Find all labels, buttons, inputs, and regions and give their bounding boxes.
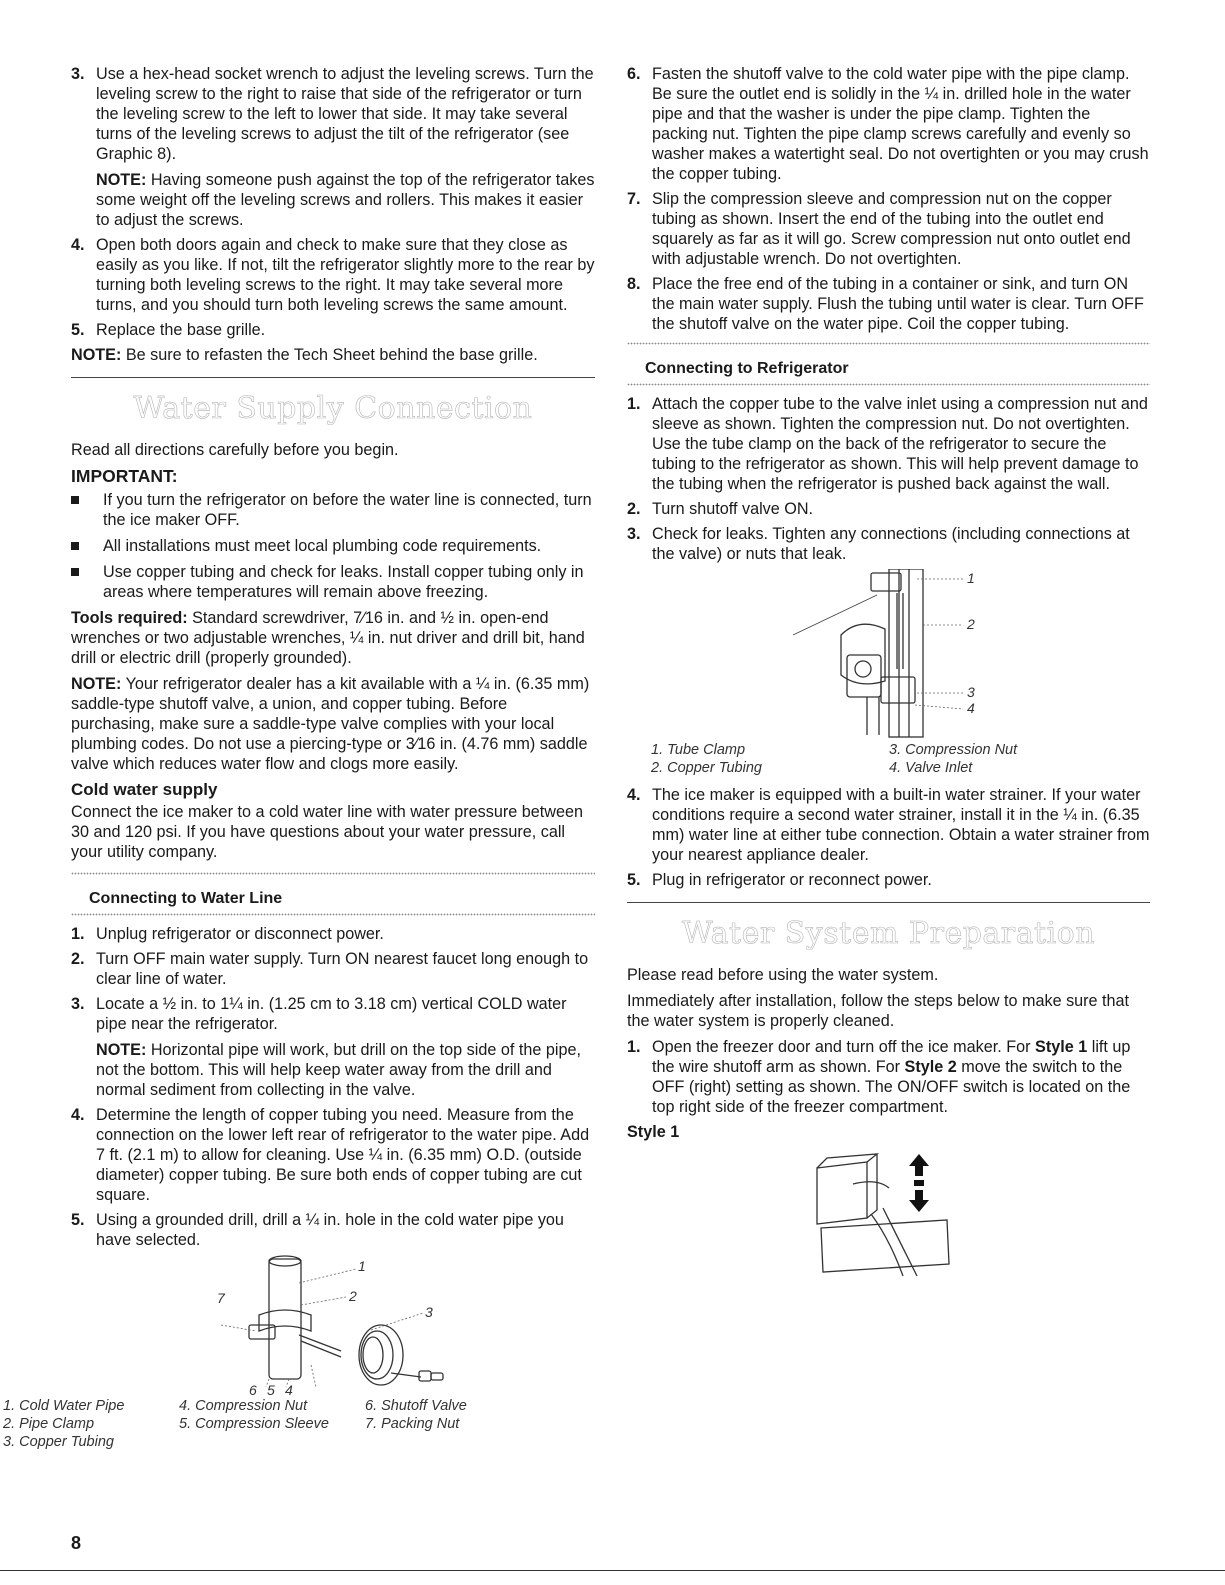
intro-text: Read all directions carefully before you begin. [71,441,399,459]
bullet-text: Use copper tubing and check for leaks. Install copper tubing only in areas where temperatures will remain above freezing. [103,563,584,601]
step-number: 5. [71,1211,85,1229]
step-number: 4. [627,786,641,804]
legend-item: 1. Tube Clamp [651,742,746,758]
section-title-water-supply: Water Supply Connection [133,391,533,426]
step-text: Locate a ½ in. to 1¼ in. (1.25 cm to 3.18 cm) vertical COLD water pipe near the refrigerator. [96,995,567,1033]
step [71,235,595,315]
step-text: Place the free end of the tubing in a container or sink, and turn ON the main water supply. Flush the tubing until water is clear. Turn OFF the shutoff valve on the water pipe. Coil the copper tubing. [652,275,1144,333]
dotted-divider [71,913,595,916]
bullet-text: All installations must meet local plumbing code requirements. [103,537,542,555]
section-title-water-system: Water System Preparation [681,916,1096,951]
step-number: 5. [71,321,85,339]
legend-item: 2. Copper Tubing [651,760,762,776]
step-number: 3. [627,525,641,543]
bullet-square-icon [71,536,103,556]
ice-maker-illustration [627,1148,1150,1278]
step-text: Turn OFF main water supply. Turn ON nearest faucet long enough to clear line of water. [96,950,589,988]
bullet-square-icon [71,490,103,530]
step [71,924,595,944]
legend-item: 3. Compression Nut [889,742,1018,758]
step-number: 6. [627,65,641,83]
important-heading: IMPORTANT: [71,466,178,486]
dotted-divider [627,383,1150,386]
step-text: Use a hex-head socket wrench to adjust the leveling screws. Turn the leveling screw to the right to raise that side of the refrigerator or turn the leveling screw to the left to lower that side. It may take several turns of the leveling screws to adjust the tilt of the refrigerator (see Graphic 8). [96,65,594,163]
tools-label: Tools required: [71,609,188,627]
bullet-item [71,562,595,602]
note-label: NOTE: [71,346,122,364]
callout-1: 1 [967,570,975,586]
step-number: 4. [71,236,85,254]
legend-item: 7. Packing Nut [365,1416,460,1432]
legend-item: 3. Copper Tubing [3,1434,114,1450]
step-text-part: move the switch to the OFF (right) setting as shown. The ON/OFF switch is located on the top right side of the freezer compartment. [652,1058,1131,1116]
prep-intro: Please read before using the water system. [627,966,939,984]
step [627,1037,1150,1117]
connecting-water-line-heading: Connecting to Water Line [89,890,283,907]
kit-note [71,674,595,774]
cold-water-text: Connect the ice maker to a cold water line with water pressure between 30 and 120 psi. If you have questions about your water pressure, call your utility company. [71,803,583,861]
dotted-divider [71,872,595,875]
step-text: Fasten the shutoff valve to the cold water pipe with the pipe clamp. Be sure the outlet end is solidly in the ¼ in. drilled hole in the water pipe and that the washer is under the pipe clamp. Tighten the packing nut. Tighten the pipe clamp screws carefully and evenly so washer makes a watertight seal. Do not overtighten or you may crush the copper tubing. [652,65,1149,183]
step [71,1210,595,1250]
right-column [627,64,1150,1278]
legend-item: 6. Shutoff Valve [365,1398,467,1414]
callout-5: 5 [267,1382,275,1397]
callout-3: 3 [967,684,975,700]
step [627,785,1150,865]
bullet-item [71,536,595,556]
step-number: 1. [71,925,85,943]
legend-item: 4. Compression Nut [179,1398,308,1414]
step-number: 2. [627,500,641,518]
step [627,524,1150,564]
step-text: Unplug refrigerator or disconnect power. [96,925,384,943]
step-text: The ice maker is equipped with a built-in water strainer. If your water conditions require a second water strainer, install it in the ¼ in. (6.35 mm) water line at either tube connection. Obtain a water strainer from your nearest appliance dealer. [652,786,1150,864]
step [71,1105,595,1205]
step [627,274,1150,334]
valve-inlet-illustration [627,569,1150,741]
left-column [3,64,595,1451]
step-number: 3. [71,65,85,83]
step-text-part: lift up the wire shutoff arm as shown. For [652,1038,1131,1076]
callout-6: 6 [249,1382,257,1397]
tools-required [71,608,595,668]
callout-3: 3 [425,1304,433,1320]
figure-legend [3,1397,533,1451]
bullet-item [71,490,595,530]
step [627,64,1150,184]
step [71,994,595,1100]
note-label: NOTE: [96,1041,147,1059]
page-bottom-rule [0,1570,1225,1571]
step-text: Attach the copper tube to the valve inlet using a compression nut and sleeve as shown. Tighten the compression nut. Do not overtighten. Use the tube clamp on the back of the refrigerator to secure the tubing to the refrigerator as shown. This will help prevent damage to the tubing when the refrigerator is pushed back against the wall. [652,395,1148,493]
section-divider [71,377,595,378]
page-number: 8 [71,1533,82,1553]
figure-legend [651,741,1150,777]
step-text [652,1037,1150,1117]
bullet-text: If you turn the refrigerator on before the water line is connected, turn the ice maker OFF. [103,491,592,529]
step [71,949,595,989]
step-text: Determine the length of copper tubing you need. Measure from the connection on the lower left rear of refrigerator to the water pipe. Add 7 ft. (2.1 m) to allow for cleaning. Use ¼ in. (6.35 mm) O.D. (outside diameter) copper tubing. Be sure both ends of copper tubing are cut square. [96,1106,590,1204]
note-label: NOTE: [96,171,147,189]
step-text: Slip the compression sleeve and compression nut on the copper tubing as shown. Insert the end of the tubing into the outlet end squarely as far as it will go. Screw compression nut onto outlet end with adjustable wrench. Do not overtighten. [652,190,1131,268]
tech-sheet-note [71,345,595,365]
style-heading: Style 1 [627,1123,680,1141]
step-text: Check for leaks. Tighten any connections (including connections at the valve) or nuts that leak. [652,525,1130,563]
legend-item: 1. Cold Water Pipe [3,1398,125,1414]
ice-maker-figure [627,1148,1150,1278]
step-number: 4. [71,1106,85,1124]
step-number: 1. [627,1038,641,1056]
step-text: Open both doors again and check to make sure that they close as easily as you like. If not, tilt the refrigerator slightly more to the rear by turning both leveling screws to the right. It may take several more turns, and you should turn both leveling screws the same amount. [96,236,595,314]
step-number: 2. [71,950,85,968]
legend-item: 5. Compression Sleeve [179,1416,329,1432]
step [71,64,595,230]
valve-inlet-figure [627,569,1150,741]
callout-2: 2 [349,1288,357,1304]
step-text: Plug in refrigerator or reconnect power. [652,871,932,889]
step-number: 7. [627,190,641,208]
legend-item: 2. Pipe Clamp [3,1416,95,1432]
section-divider [627,902,1150,903]
shutoff-valve-figure [71,1255,595,1397]
note-label: NOTE: [71,675,122,693]
step [627,499,1150,519]
legend-item: 4. Valve Inlet [889,760,973,776]
prep-text: Immediately after installation, follow the steps below to make sure that the water system is properly cleaned. [627,992,1130,1030]
step-number: 8. [627,275,641,293]
dotted-divider [627,342,1150,345]
callout-1: 1 [358,1258,366,1274]
step-number: 5. [627,871,641,889]
step [71,320,595,340]
callout-4: 4 [285,1382,293,1397]
note [96,170,595,230]
shutoff-valve-illustration [71,1255,595,1397]
callout-4: 4 [967,700,975,716]
step-number: 3. [71,995,85,1013]
note-text: Horizontal pipe will work, but drill on the top side of the pipe, not the bottom. This will help keep water away from the drill and normal sediment from collecting in the valve. [96,1041,581,1099]
step-text: Turn shutoff valve ON. [652,500,814,518]
step-text: Using a grounded drill, drill a ¼ in. hole in the cold water pipe you have selected. [96,1211,564,1249]
note [96,1040,595,1100]
style-2-label: Style 2 [904,1058,957,1076]
step [627,870,1150,890]
tools-text: Standard screwdriver, 7⁄16 in. and ½ in. open-end wrenches or two adjustable wrenches, ¼ in. nut driver and drill bit, hand drill or electric drill (properly grounded). [71,609,585,667]
step-number: 1. [627,395,641,413]
callout-7: 7 [217,1290,225,1306]
callout-2: 2 [967,616,975,632]
note-text: Be sure to refasten the Tech Sheet behind the base grille. [125,346,538,364]
bullet-square-icon [71,562,103,602]
connecting-refrigerator-heading: Connecting to Refrigerator [645,360,849,377]
style-1-label: Style 1 [1035,1038,1088,1056]
step [627,189,1150,269]
note-text: Your refrigerator dealer has a kit available with a ¼ in. (6.35 mm) saddle-type shutoff valve, a union, and copper tubing. Before purchasing, make sure a saddle-type valve complies with your local plumbing codes. Do not use a piercing-type or 3⁄16 in. (4.76 mm) saddle valve which reduces water flow and clogs more easily. [71,675,590,773]
step-text-part: Open the freezer door and turn off the ice maker. For [652,1038,1036,1056]
note-text: Having someone push against the top of the refrigerator takes some weight off the leveling screws and rollers. This makes it easier to adjust the screws. [96,171,595,229]
step-text: Replace the base grille. [96,321,266,339]
cold-water-heading: Cold water supply [71,780,218,799]
step [627,394,1150,494]
